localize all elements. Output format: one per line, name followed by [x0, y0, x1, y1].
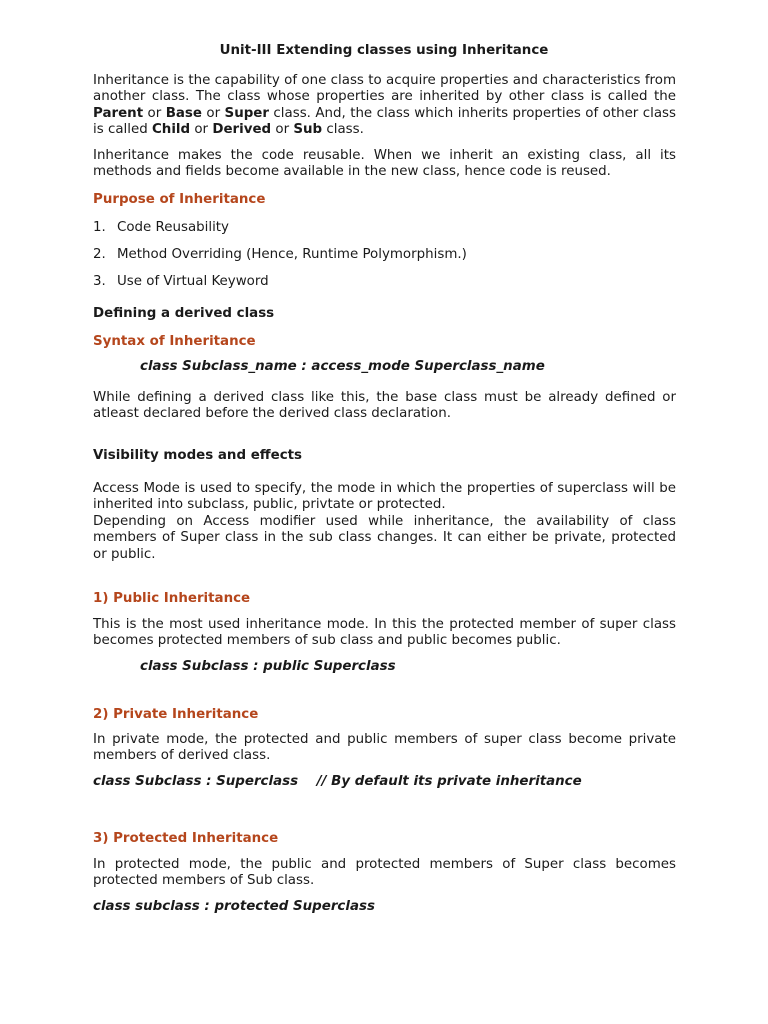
- list-number: 1.: [93, 220, 106, 235]
- term-base: Base: [165, 105, 202, 121]
- derived-class-heading: Defining a derived class: [93, 306, 275, 321]
- purpose-heading: Purpose of Inheritance: [93, 192, 266, 207]
- term-sub: Sub: [293, 122, 323, 138]
- term-super: Super: [224, 105, 269, 121]
- term-derived: Derived: [212, 122, 272, 138]
- list-item: [93, 247, 467, 263]
- derived-note: While defining a derived class like this, the base class must be already defined or atleast declared before the derived class declaration.: [93, 390, 676, 422]
- term-parent: Parent: [93, 105, 144, 121]
- list-number: 3.: [93, 274, 106, 289]
- public-inheritance-heading: 1) Public Inheritance: [93, 591, 251, 606]
- private-inheritance-heading: 2) Private Inheritance: [93, 707, 259, 722]
- list-number: 2.: [93, 247, 106, 262]
- protected-inheritance-text: In protected mode, the public and protected members of Super class becomes protected members of Sub class.: [93, 857, 676, 889]
- private-inheritance-code: class Subclass : Superclass // By default its private inheritance: [93, 774, 582, 789]
- conj: or: [190, 122, 213, 138]
- intro-text-b: class. And, the class which inherits properties of other class is called: [93, 105, 676, 138]
- conj: or: [201, 105, 225, 121]
- protected-inheritance-code: class subclass : protected Superclass: [93, 899, 375, 914]
- list-item: [93, 274, 269, 290]
- term-child: Child: [151, 122, 191, 138]
- private-inheritance-text: In private mode, the protected and public members of super class become private members of derived class.: [93, 732, 676, 764]
- visibility-heading: Visibility modes and effects: [93, 448, 303, 463]
- conj: or: [271, 122, 294, 138]
- protected-inheritance-heading: 3) Protected Inheritance: [93, 831, 279, 846]
- intro-paragraph: [93, 73, 676, 139]
- reuse-paragraph: Inheritance makes the code reusable. When we inherit an existing class, all its methods and fields become available in the new class, hence code is reused.: [93, 148, 676, 180]
- list-text: Use of Virtual Keyword: [117, 274, 269, 289]
- public-inheritance-code: class Subclass : public Superclass: [140, 659, 396, 674]
- syntax-code: class Subclass_name : access_mode Superclass_name: [140, 359, 545, 374]
- list-text: Method Overriding (Hence, Runtime Polymorphism.): [117, 247, 467, 262]
- page-title: Unit-III Extending classes using Inheritance: [219, 43, 549, 58]
- list-item: [93, 220, 229, 236]
- intro-text-c: class.: [322, 122, 364, 138]
- conj: or: [143, 105, 166, 121]
- visibility-paragraph-2: Depending on Access modifier used while inheritance, the availability of class members of Super class in the sub class changes. It can either be private, protected or public.: [93, 514, 676, 562]
- intro-text-a: Inheritance is the capability of one class to acquire properties and characteristics from another class. The class whose properties are inherited by other class is called the: [93, 73, 676, 105]
- public-inheritance-text: This is the most used inheritance mode. In this the protected member of super class becomes protected members of sub class and public becomes public.: [93, 617, 676, 649]
- visibility-paragraph-1: Access Mode is used to specify, the mode in which the properties of superclass will be inherited into subclass, public, privtate or protected.: [93, 481, 676, 513]
- syntax-heading: Syntax of Inheritance: [93, 334, 256, 349]
- list-text: Code Reusability: [117, 220, 229, 235]
